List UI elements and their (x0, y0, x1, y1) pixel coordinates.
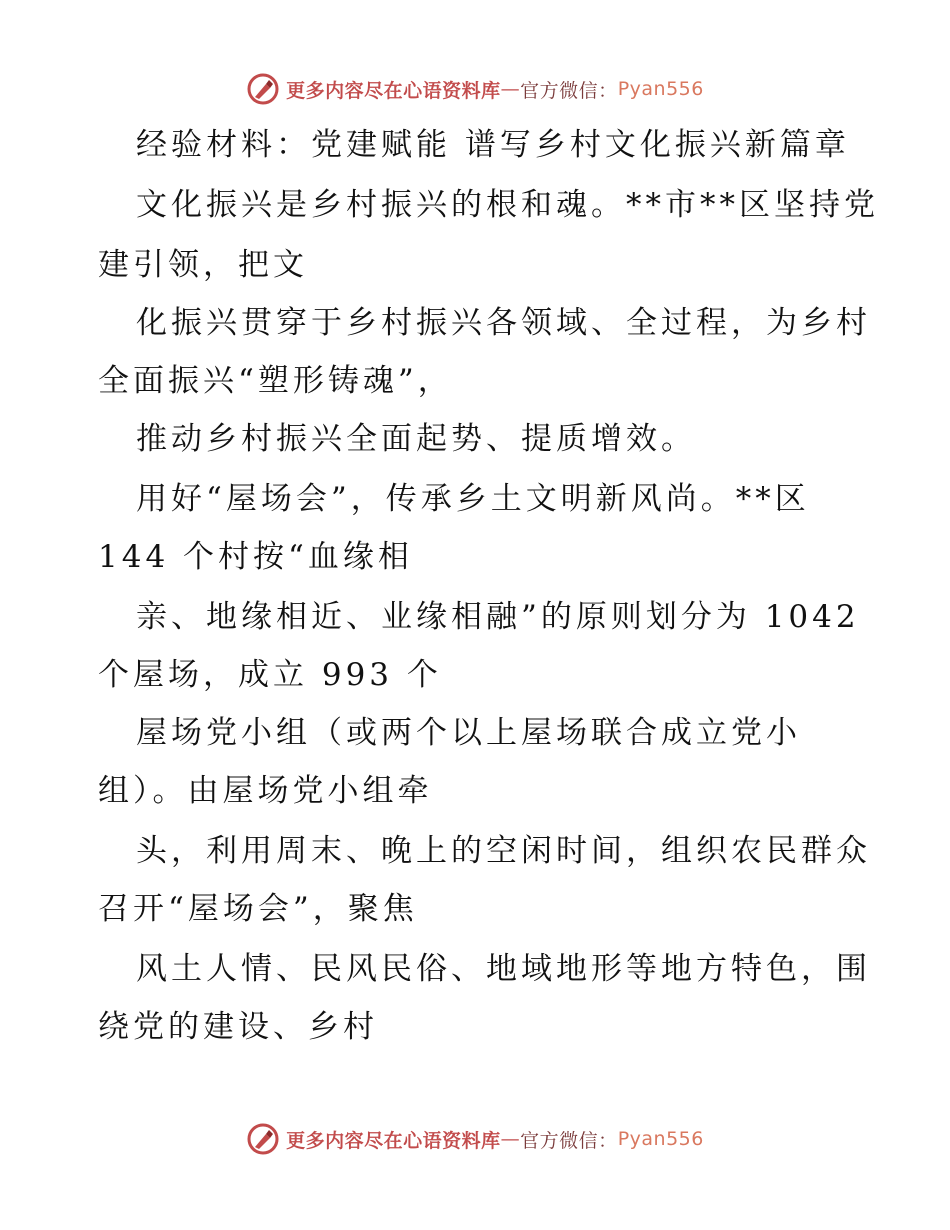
paragraph-line: 风土人情、民风民俗、地域地形等地方特色，围 (136, 951, 871, 987)
banner-wechat-label: 官方微信： (520, 1129, 618, 1152)
document-title: 经验材料：党建赋能 谱写乡村文化振兴新篇章 (136, 127, 850, 163)
pen-logo-icon (246, 1122, 280, 1156)
paragraph-line: 推动乡村振兴全面起势、提质增效。 (136, 421, 696, 457)
paragraph-line: 全面振兴“塑形铸魂”， (98, 363, 453, 399)
paragraph-line: 绕党的建设、乡村 (98, 1009, 378, 1045)
paragraph-line: 组）。由屋场党小组牵 (98, 773, 433, 809)
paragraph-line: 个屋场，成立 993 个 (98, 657, 442, 693)
paragraph-line: 用好“屋场会”，传承乡土文明新风尚。**区 (136, 481, 810, 517)
pen-logo-icon (246, 72, 280, 106)
banner-wechat-id: Pyan556 (617, 78, 704, 100)
paragraph-line: 亲、地缘相近、业缘相融”的原则划分为 1042 (136, 599, 860, 635)
banner-wechat-label: 官方微信： (520, 79, 618, 102)
paragraph-line: 头，利用周末、晚上的空闲时间，组织农民群众 (136, 833, 871, 869)
paragraph-line: 144 个村按“血缘相 (98, 539, 413, 575)
footer-watermark-banner (0, 1122, 950, 1156)
paragraph-line: 建引领，把文 (98, 247, 308, 283)
banner-wechat-id: Pyan556 (617, 1128, 704, 1150)
banner-main-text: 更多内容尽在心语资料库 (286, 79, 501, 102)
banner-dash: — (500, 78, 521, 100)
header-watermark-banner (0, 72, 950, 106)
paragraph-line: 召开“屋场会”，聚焦 (98, 891, 418, 927)
paragraph-line: 屋场党小组（或两个以上屋场联合成立党小 (136, 715, 801, 751)
paragraph-line: 化振兴贯穿于乡村振兴各领域、全过程，为乡村 (136, 305, 871, 341)
paragraph-line: 文化振兴是乡村振兴的根和魂。**市**区坚持党 (136, 187, 879, 223)
banner-dash: — (500, 1128, 521, 1150)
banner-main-text: 更多内容尽在心语资料库 (286, 1129, 501, 1152)
